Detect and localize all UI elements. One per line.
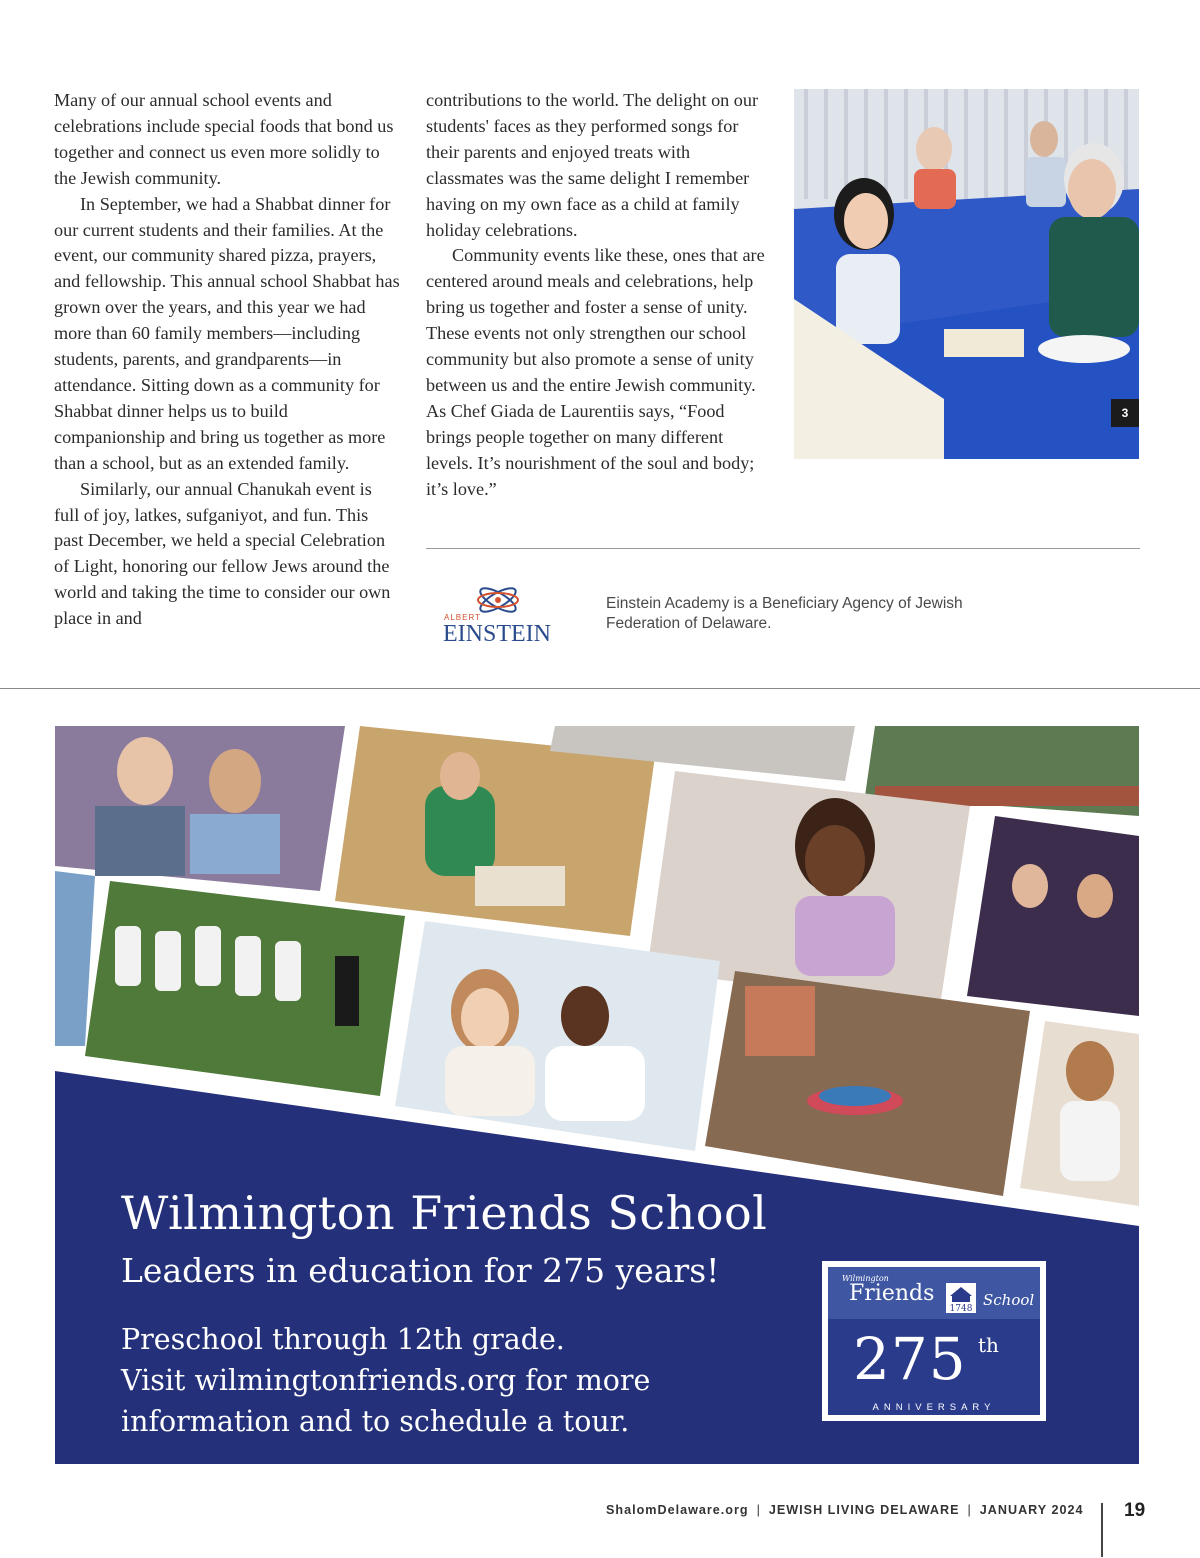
article-paragraph: Similarly, our annual Chanukah event is full of joy, latkes, sufganiyot, and fun. This past December, we held a special Celebration of Light, honoring our fellow Jews around the world and taking the time to consider our own place in and bbox=[54, 478, 391, 629]
badge-number: 275 bbox=[853, 1325, 967, 1393]
ad-body-line: information and to schedule a tour. bbox=[121, 1405, 630, 1438]
meetinghouse-icon bbox=[945, 1282, 977, 1314]
badge-friends: Friends bbox=[849, 1281, 935, 1306]
page-number: 19 bbox=[1124, 1500, 1146, 1521]
badge-anniversary: ANNIVERSARY bbox=[872, 1402, 996, 1413]
atom-icon bbox=[440, 580, 560, 646]
article-column-2 bbox=[426, 88, 772, 503]
article-paragraph: Community events like these, ones that are centered around meals and celebrations, help bring us together and foster a sense of unity. These events not only strengthen our school community but also promote a sense of unity between us and the entire Jewish community. As Chef Giada de Laurentiis says, “Food brings people together on many different levels. It’s nourishment of the soul and body; it’s love.” bbox=[426, 245, 765, 499]
ad-title: Wilmington Friends School bbox=[121, 1186, 768, 1240]
badge-year: 1748 bbox=[949, 1304, 973, 1314]
ad-body-line: Preschool through 12th grade. bbox=[121, 1323, 565, 1356]
article-paragraph: Many of our annual school events and celebrations include special foods that bond us together and connect us even more solidly to the Jewish community. bbox=[54, 90, 394, 188]
article-column-1 bbox=[54, 88, 400, 632]
page-footer: ShalomDelaware.org | JEWISH LIVING DELAWARE | JANUARY 2024 bbox=[606, 1503, 1084, 1517]
divider bbox=[426, 548, 1140, 549]
badge-suffix: th bbox=[978, 1333, 999, 1357]
wilmington-friends-ad bbox=[55, 726, 1139, 1464]
anniversary-badge bbox=[822, 1261, 1046, 1421]
beneficiary-agency-text: Einstein Academy is a Beneficiary Agency of Jewish Federation of Delaware. bbox=[606, 595, 963, 632]
article-paragraph: In September, we had a Shabbat dinner for our current students and their families. At the event, our community shared pizza, prayers, and fellowship. This annual school Shabbat has grown over the years, and this year we had more than 60 family members—including students, parents, and grandparents—in attendance. Sitting down as a community for Shabbat dinner helps us to build companionship and bring us together as more than a school, but as an extended family. bbox=[54, 193, 400, 473]
band-photo bbox=[967, 816, 1139, 1016]
section-divider bbox=[0, 688, 1200, 689]
logo-small-text: ALBERT bbox=[444, 613, 481, 622]
ad-subtitle: Leaders in education for 275 years! bbox=[121, 1251, 720, 1290]
badge-wilmington: Wilmington bbox=[842, 1274, 889, 1283]
logo-big-text: EINSTEIN bbox=[443, 621, 551, 646]
badge-school: School bbox=[983, 1291, 1035, 1309]
photo-number-badge: 3 bbox=[1111, 399, 1139, 427]
article-paragraph: contributions to the world. The delight on our students' faces as they performed songs for their parents and enjoyed treats with classmates was the same delight I remember having on my own face as a child at family holiday celebrations. bbox=[426, 90, 759, 240]
footer-publication: JEWISH LIVING DELAWARE bbox=[768, 1503, 960, 1517]
shabbat-dinner-photo bbox=[794, 89, 1139, 459]
ad-body-line: Visit wilmingtonfriends.org for more bbox=[121, 1364, 651, 1397]
shabbat-dinner-illustration bbox=[794, 89, 1139, 459]
footer-issue: JANUARY 2024 bbox=[979, 1503, 1084, 1517]
footer-divider bbox=[1101, 1503, 1103, 1557]
footer-site: ShalomDelaware.org bbox=[606, 1503, 749, 1517]
einstein-academy-logo bbox=[440, 580, 560, 646]
ad-body bbox=[121, 1319, 650, 1442]
